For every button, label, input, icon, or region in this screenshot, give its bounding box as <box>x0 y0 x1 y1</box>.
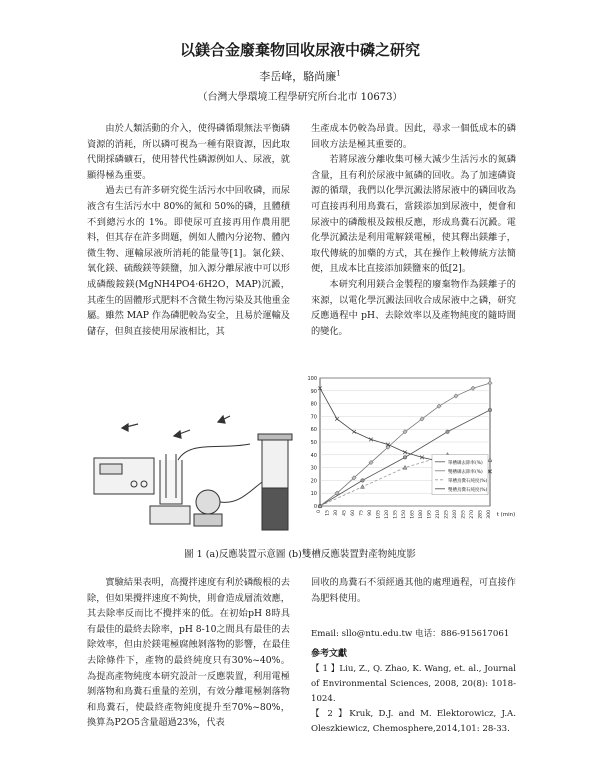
y-tick-label: 70 <box>310 414 317 421</box>
author-names: 李岳峰，駱尚廉 <box>259 70 337 83</box>
right-column-bottom <box>311 575 516 606</box>
y-tick-label: 20 <box>310 478 317 485</box>
figure-caption: 圖 1 (a)反應裝置示意圖 (b)雙槽反應裝置對產物純度影 <box>184 549 416 560</box>
y-tick-label: 30 <box>310 465 317 472</box>
y-tick-label: 40 <box>310 452 317 459</box>
data-point <box>488 381 492 385</box>
x-tick-label: 30 <box>334 510 339 516</box>
x-tick-label: 300 <box>487 510 492 519</box>
x-tick-label: 150 <box>402 510 407 519</box>
x-axis-label: t (min) <box>496 512 516 518</box>
paragraph: 若將尿液分離收集可極大減少生活污水的氮磷含量，且有利於尿液中氮磷的回收。為了加速磷資源的循環，我們以化學沉澱法將尿液中的磷回收為可直接再利用鳥糞石，當鎂添加到尿液中，便會和尿液中的磷酸根及銨根反應，形成鳥糞石沉澱。電化學沉澱法是利用電解鎂電極，使其釋出鎂離子，取代傳統的加藥的方式，其在操作上較傳統方法簡便，且成本比直接添加鎂鹽來的低[2]。 <box>311 154 516 275</box>
paper-title: 以鎂合金廢棄物回收尿液中磷之研究 <box>179 41 420 59</box>
legend-label: 雙槽鳥糞石純度(%) <box>448 487 488 493</box>
x-tick-label: 15 <box>325 510 331 516</box>
y-tick-label: 50 <box>310 440 317 446</box>
paragraph: 實驗結果表明，高攪拌速度有利於磷酸根的去除，但如果攪拌速度不夠快，則會造成層流效應，其去除率反而比不攪拌來的低。在初始pH 8時具有最佳的最終去除率，pH 8-10之間具有最佳的去除效率，但由於鎂電極腐蝕剝落物的影響，在最佳去除條件下，產物的最終純度只有30%~40%。為提高產物純度本研究設計一反應裝置，利用電極剝落物和鳥糞石重量的差別，有效分離電極剝落物和鳥糞石，使最終產物純度提升至70%~80%，換算為P2O5含量超過23%，代表 <box>87 577 290 729</box>
author-superscript: 1 <box>336 69 341 78</box>
x-tick-label: 195 <box>427 510 433 519</box>
reactor-apparatus-diagram <box>90 410 305 535</box>
data-point <box>471 386 475 390</box>
x-tick-label: 105 <box>376 510 382 519</box>
y-tick-label: 90 <box>310 388 317 395</box>
authors <box>0 68 600 84</box>
x-tick-label: 60 <box>351 510 356 516</box>
x-tick-label: 240 <box>453 510 458 519</box>
y-tick-label: 0 <box>313 504 317 510</box>
data-point <box>454 394 458 398</box>
email-text: Email: sllo@ntu.edu.tw 电话：886-915617061 <box>311 629 510 639</box>
x-tick-label: 75 <box>359 510 365 516</box>
x-tick-label: 120 <box>385 510 390 519</box>
x-tick-label: 255 <box>461 510 467 519</box>
email-line <box>311 627 516 639</box>
data-point <box>488 408 492 412</box>
data-point <box>361 479 365 483</box>
x-tick-label: 90 <box>368 510 373 516</box>
x-tick-label: 165 <box>410 510 416 519</box>
x-tick-label: 225 <box>444 510 450 519</box>
left-column-top <box>87 121 290 339</box>
x-tick-label: 285 <box>478 510 484 519</box>
y-tick-label: 60 <box>310 427 317 434</box>
paragraph: 生產成本仍較為昂貴。因此，尋求一個低成本的磷回收方法是極其重要的。 <box>311 123 516 150</box>
paragraph: 回收的鳥糞石不須經過其他的處理過程，可直接作為肥料使用。 <box>311 577 516 604</box>
legend-label: 單槽磷去除率(%) <box>448 460 483 466</box>
paragraph: 過去已有許多研究從生活污水中回收磷，而尿液含有生活污水中 80%的氮和 50%的磷，且體積不到總污水的 1%。即使尿可直接再用作農用肥料，但其存在許多問題，例如人體內分泌物、體內微生物、運輸尿液所消耗的能量等[1]。氯化鎂、氧化鎂、硫酸鎂等鎂鹽，加入源分離尿液中可以形成磷酸銨鎂(MgNH4PO4·6H2O，MAP)沉澱，其產生的固體形式肥料不含微生物污染及其他重金屬。雖然 MAP 作為磷肥較為安全，且易於運輸及儲存，但與直接使用尿液相比，其 <box>87 185 290 337</box>
data-point <box>403 465 407 469</box>
data-point <box>488 458 492 462</box>
x-tick-label: 135 <box>393 510 399 519</box>
right-column-top <box>311 121 516 339</box>
affiliation: （台灣大學環境工程學研究所台北市 10673） <box>197 92 403 103</box>
x-tick-label: 45 <box>342 510 348 516</box>
references <box>311 647 516 737</box>
legend-label: 雙槽磷去除率(%) <box>448 469 483 475</box>
references-heading: 參考文獻 <box>311 649 348 659</box>
purity-removal-chart <box>298 372 516 537</box>
x-tick-label: 270 <box>470 510 475 519</box>
data-point <box>361 485 365 489</box>
reference-item: 【 2 】Kruk, D.J. and M. Elektorowicz, J.A. Oleszkiewicz, Chemosphere,2014,101: 28-33. <box>311 709 516 734</box>
x-tick-label: 0 <box>317 510 322 513</box>
paragraph: 本研究利用鎂合金製程的廢棄物作為鎂離子的來源，以電化學沉澱法回收合成尿液中之磷，研究反應過程中 pH、去除效率以及產物純度的隨時間的變化。 <box>311 278 516 337</box>
x-tick-label: 180 <box>419 510 424 519</box>
reference-item: 【 1 】Liu, Z., Q. Zhao, K. Wang, et. al., Journal of Environmental Sciences, 2008, 20(8): 1018-1024. <box>311 664 516 704</box>
paragraph: 由於人類活動的介入，使得磷循環無法平衡磷資源的消耗，所以磷可視為一種有限資源，因此取代開採磷礦石，使用替代性磷源例如人、尿液，就顯得極為重要。 <box>87 123 290 181</box>
y-tick-label: 80 <box>310 401 317 408</box>
data-point <box>446 430 450 434</box>
y-tick-label: 10 <box>310 491 317 498</box>
y-tick-label: 100 <box>307 376 317 382</box>
legend-label: 單槽鳥糞石純度(%) <box>448 478 488 484</box>
left-column-bottom <box>87 575 290 731</box>
x-tick-label: 210 <box>436 510 441 519</box>
data-point <box>403 456 407 460</box>
